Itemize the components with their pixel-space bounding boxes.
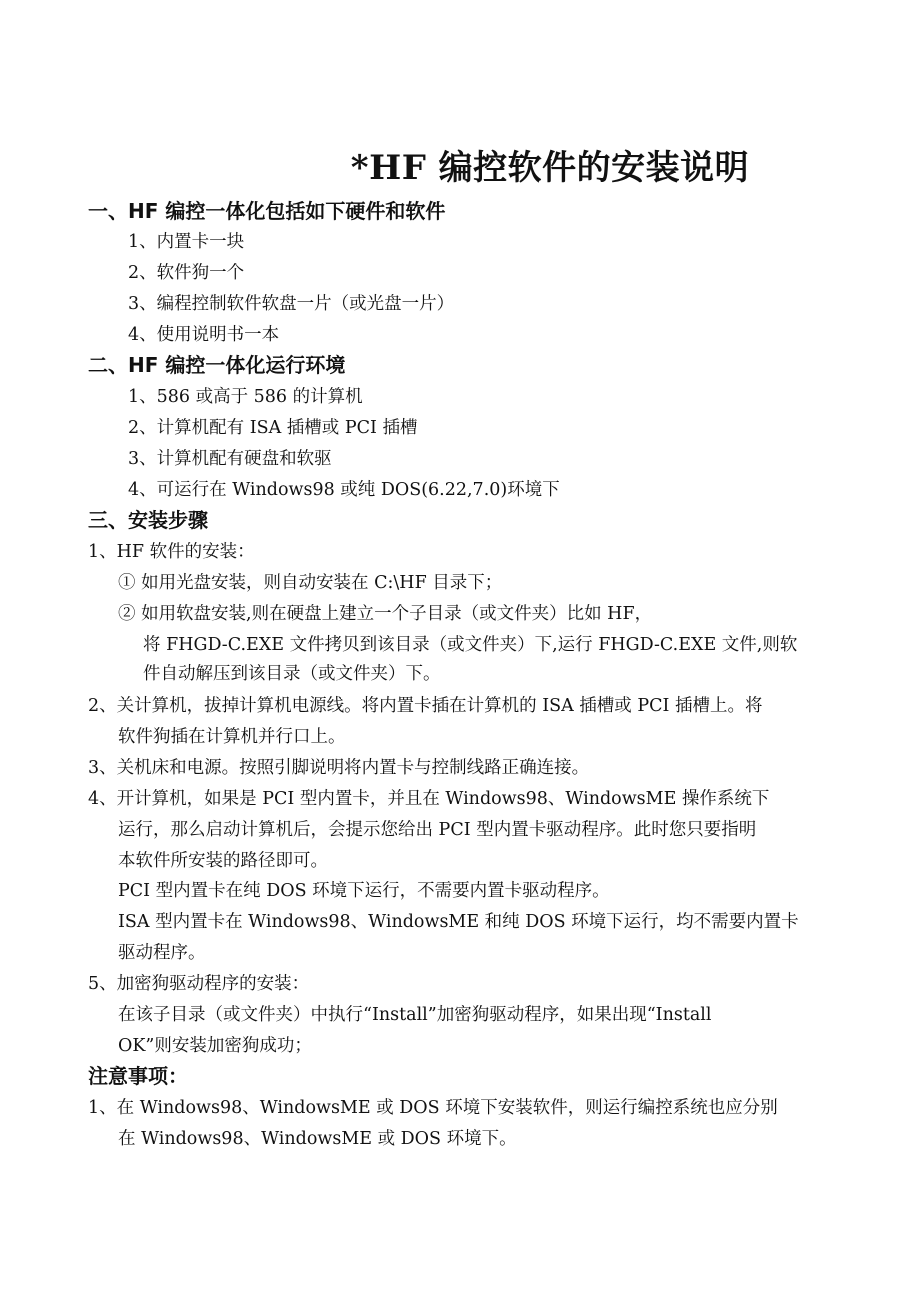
section-1-heading: 一、HF 编控一体化包括如下硬件和软件 <box>88 199 446 223</box>
list-item: 3、计算机配有硬盘和软驱 <box>128 449 332 469</box>
notes-heading: 注意事项： <box>88 1064 188 1088</box>
paragraph-line: 软件狗插在计算机并行口上。 <box>118 727 346 747</box>
paragraph-line: PCI 型内置卡在纯 DOS 环境下运行，不需要内置卡驱动程序。 <box>118 881 610 901</box>
list-item: 1、586 或高于 586 的计算机 <box>128 387 363 407</box>
paragraph-line: 驱动程序。 <box>118 943 206 963</box>
list-item: 3、编程控制软件软盘一片（或光盘一片） <box>128 294 455 314</box>
paragraph-line: 将 FHGD-C.EXE 文件拷贝到该目录（或文件夹）下,运行 FHGD-C.EXE 文件,则软 <box>143 635 798 655</box>
paragraph-line: 1、HF 软件的安装： <box>88 542 255 562</box>
paragraph-line: 5、加密狗驱动程序的安装： <box>88 974 310 994</box>
paragraph-line: 3、关机床和电源。按照引脚说明将内置卡与控制线路正确连接。 <box>88 758 590 778</box>
paragraph-line: 4、开计算机，如果是 PCI 型内置卡，并且在 Windows98、WindowsME 操作系统下 <box>88 789 770 809</box>
list-item: 4、使用说明书一本 <box>128 325 280 345</box>
paragraph-line: 运行，那么启动计算机后，会提示您给出 PCI 型内置卡驱动程序。此时您只要指明 <box>118 820 757 840</box>
paragraph-line: ② 如用软盘安装,则在硬盘上建立一个子目录（或文件夹）比如 HF， <box>118 604 653 624</box>
paragraph-line: ISA 型内置卡在 Windows98、WindowsME 和纯 DOS 环境下运行，均不需要内置卡 <box>118 912 799 932</box>
section-2-heading: 二、HF 编控一体化运行环境 <box>88 353 346 377</box>
paragraph-line: 在该子目录（或文件夹）中执行“Install”加密狗驱动程序，如果出现“Install <box>118 1005 712 1025</box>
paragraph-line: ① 如用光盘安装，则自动安装在 C:\HF 目录下； <box>118 573 503 593</box>
paragraph-line: 本软件所安装的路径即可。 <box>118 851 328 871</box>
list-item: 2、软件狗一个 <box>128 263 245 283</box>
list-item: 1、内置卡一块 <box>128 232 245 252</box>
list-item: 2、计算机配有 ISA 插槽或 PCI 插槽 <box>128 418 418 438</box>
paragraph-line: 在 Windows98、WindowsME 或 DOS 环境下。 <box>118 1129 517 1149</box>
paragraph-line: 件自动解压到该目录（或文件夹）下。 <box>143 664 441 684</box>
list-item: 4、可运行在 Windows98 或纯 DOS(6.22,7.0)环境下 <box>128 480 560 500</box>
paragraph-line: OK”则安装加密狗成功； <box>118 1036 312 1056</box>
paragraph-line: 2、关计算机，拔掉计算机电源线。将内置卡插在计算机的 ISA 插槽或 PCI 插槽上。将 <box>88 696 763 716</box>
page-title: *HF 编控软件的安装说明 <box>350 148 750 188</box>
paragraph-line: 1、在 Windows98、WindowsME 或 DOS 环境下安装软件，则运行编控系统也应分别 <box>88 1098 778 1118</box>
section-3-heading: 三、安装步骤 <box>88 508 208 532</box>
